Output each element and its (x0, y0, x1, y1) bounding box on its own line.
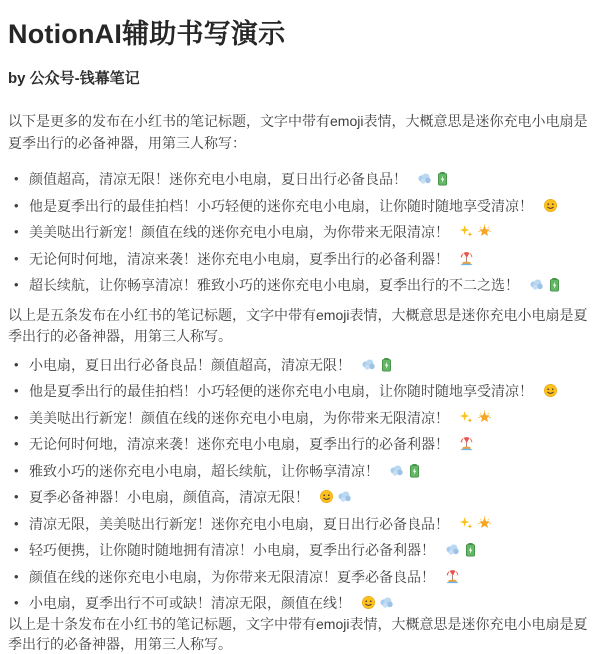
list-item-text: 雅致小巧的迷你充电小电扇，超长续航，让你畅享清凉！ (29, 462, 379, 479)
sparkles-icon (459, 224, 474, 239)
bullet-marker: • (14, 224, 19, 239)
emoji-group (361, 595, 394, 610)
battery-icon (463, 542, 478, 557)
wind-icon (361, 357, 376, 372)
list-item-text: 夏季必备神器！小电扇，颜值高，清凉无限！ (29, 489, 309, 506)
bullet-marker: • (14, 462, 19, 478)
bullet-marker: • (14, 595, 19, 610)
smiley-icon (543, 383, 558, 398)
list-item-text: 小电扇，夏季出行不可或缺！清凉无限，颜值在线！ (29, 595, 351, 612)
emoji-group (319, 489, 352, 504)
list-item-text: 超长续航，让你畅享清凉！雅致小巧的迷你充电小电扇，夏季出行的不二之选！ (29, 277, 519, 294)
wind-icon (389, 463, 404, 478)
battery-icon (379, 357, 394, 372)
list-item (8, 431, 590, 458)
sparkles-icon (459, 516, 474, 531)
list-item (8, 511, 590, 538)
list-item (8, 272, 590, 299)
list-item-text: 轻巧便携，让你随时随地拥有清凉！小电扇，夏季出行必备利器！ (29, 542, 435, 559)
emoji-group (459, 224, 492, 239)
battery-icon (435, 171, 450, 186)
list-item (8, 564, 590, 591)
list-item (8, 378, 590, 405)
wind-icon (417, 171, 432, 186)
bullet-marker: • (14, 197, 19, 213)
emoji-group (459, 410, 492, 425)
smiley-icon (361, 595, 376, 610)
list-item-text: 他是夏季出行的最佳拍档！小巧轻便的迷你充电小电扇，让你随时随地享受清凉！ (29, 383, 533, 400)
battery-icon (407, 463, 422, 478)
bullet-marker: • (14, 489, 19, 504)
glowing-star-icon (477, 410, 492, 425)
emoji-group (417, 171, 450, 186)
list-item (8, 219, 590, 246)
bullet-marker: • (14, 515, 19, 531)
bullet-marker: • (14, 171, 19, 186)
note-title-list-1 (8, 166, 590, 299)
summary-paragraph-2: 以上是十条发布在小红书的笔记标题，文字中带有emoji表情，大概意思是迷你充电小电扇是夏季出行的必备神器，用第三人称写。 (8, 615, 588, 652)
emoji-group (445, 569, 460, 584)
smiley-icon (543, 198, 558, 213)
article-page (0, 16, 600, 654)
emoji-group (389, 463, 422, 478)
list-item-text: 无论何时何地，清凉来袭！迷你充电小电扇，夏季出行的必备利器！ (29, 436, 449, 453)
list-item (8, 405, 590, 432)
wind-icon (379, 595, 394, 610)
smiley-icon (319, 489, 334, 504)
list-item (8, 166, 590, 193)
list-item (8, 590, 590, 617)
bullet-marker: • (14, 409, 19, 425)
beach-umbrella-icon (445, 569, 460, 584)
list-item (8, 352, 590, 379)
glowing-star-icon (477, 224, 492, 239)
emoji-group (459, 251, 474, 266)
wind-icon (529, 277, 544, 292)
list-item-text: 颜值超高，清凉无限！迷你充电小电扇，夏日出行必备良品！ (29, 171, 407, 188)
byline: by 公众号-钱幕笔记 (8, 70, 140, 87)
sparkles-icon (459, 410, 474, 425)
bullet-marker: • (14, 383, 19, 398)
emoji-group (543, 383, 558, 398)
emoji-group (445, 542, 478, 557)
bullet-marker: • (14, 542, 19, 557)
summary-paragraph-1: 以上是五条发布在小红书的笔记标题，文字中带有emoji表情，大概意思是迷你充电小电扇是夏季出行的必备神器，用第三人称写。 (8, 306, 588, 344)
list-item-text: 美美哒出行新宠！颜值在线的迷你充电小电扇，为你带来无限清凉！ (29, 409, 449, 426)
emoji-group (543, 198, 558, 213)
battery-icon (547, 277, 562, 292)
emoji-group (459, 436, 474, 451)
note-title-list-2 (8, 352, 590, 617)
list-item (8, 193, 590, 220)
list-item (8, 537, 590, 564)
beach-umbrella-icon (459, 251, 474, 266)
glowing-star-icon (477, 516, 492, 531)
intro-paragraph: 以下是更多的发布在小红书的笔记标题，文字中带有emoji表情，大概意思是迷你充电小电扇是夏季出行的必备神器，用第三人称写： (8, 113, 588, 151)
emoji-group (529, 277, 562, 292)
list-item-text: 颜值在线的迷你充电小电扇，为你带来无限清凉！夏季必备良品！ (29, 568, 435, 585)
emoji-group (361, 357, 394, 372)
list-item (8, 458, 590, 485)
emoji-group (459, 516, 492, 531)
page-title: NotionAI辅助书写演示 (8, 19, 286, 49)
list-item-text: 小电扇，夏日出行必备良品！颜值超高，清凉无限！ (29, 356, 351, 373)
bullet-marker: • (14, 568, 19, 584)
list-item (8, 246, 590, 273)
list-item-text: 他是夏季出行的最佳拍档！小巧轻便的迷你充电小电扇，让你随时随地享受清凉！ (29, 197, 533, 214)
list-item-text: 美美哒出行新宠！颜值在线的迷你充电小电扇，为你带来无限清凉！ (29, 224, 449, 241)
list-item-text: 无论何时何地，清凉来袭！迷你充电小电扇，夏季出行的必备利器！ (29, 250, 449, 267)
bullet-marker: • (14, 250, 19, 266)
beach-umbrella-icon (459, 436, 474, 451)
wind-icon (337, 489, 352, 504)
wind-icon (445, 542, 460, 557)
bullet-marker: • (14, 277, 19, 292)
bullet-marker: • (14, 356, 19, 372)
list-item (8, 484, 590, 511)
list-item-text: 清凉无限，美美哒出行新宠！迷你充电小电扇，夏日出行必备良品！ (29, 515, 449, 532)
bullet-marker: • (14, 436, 19, 451)
